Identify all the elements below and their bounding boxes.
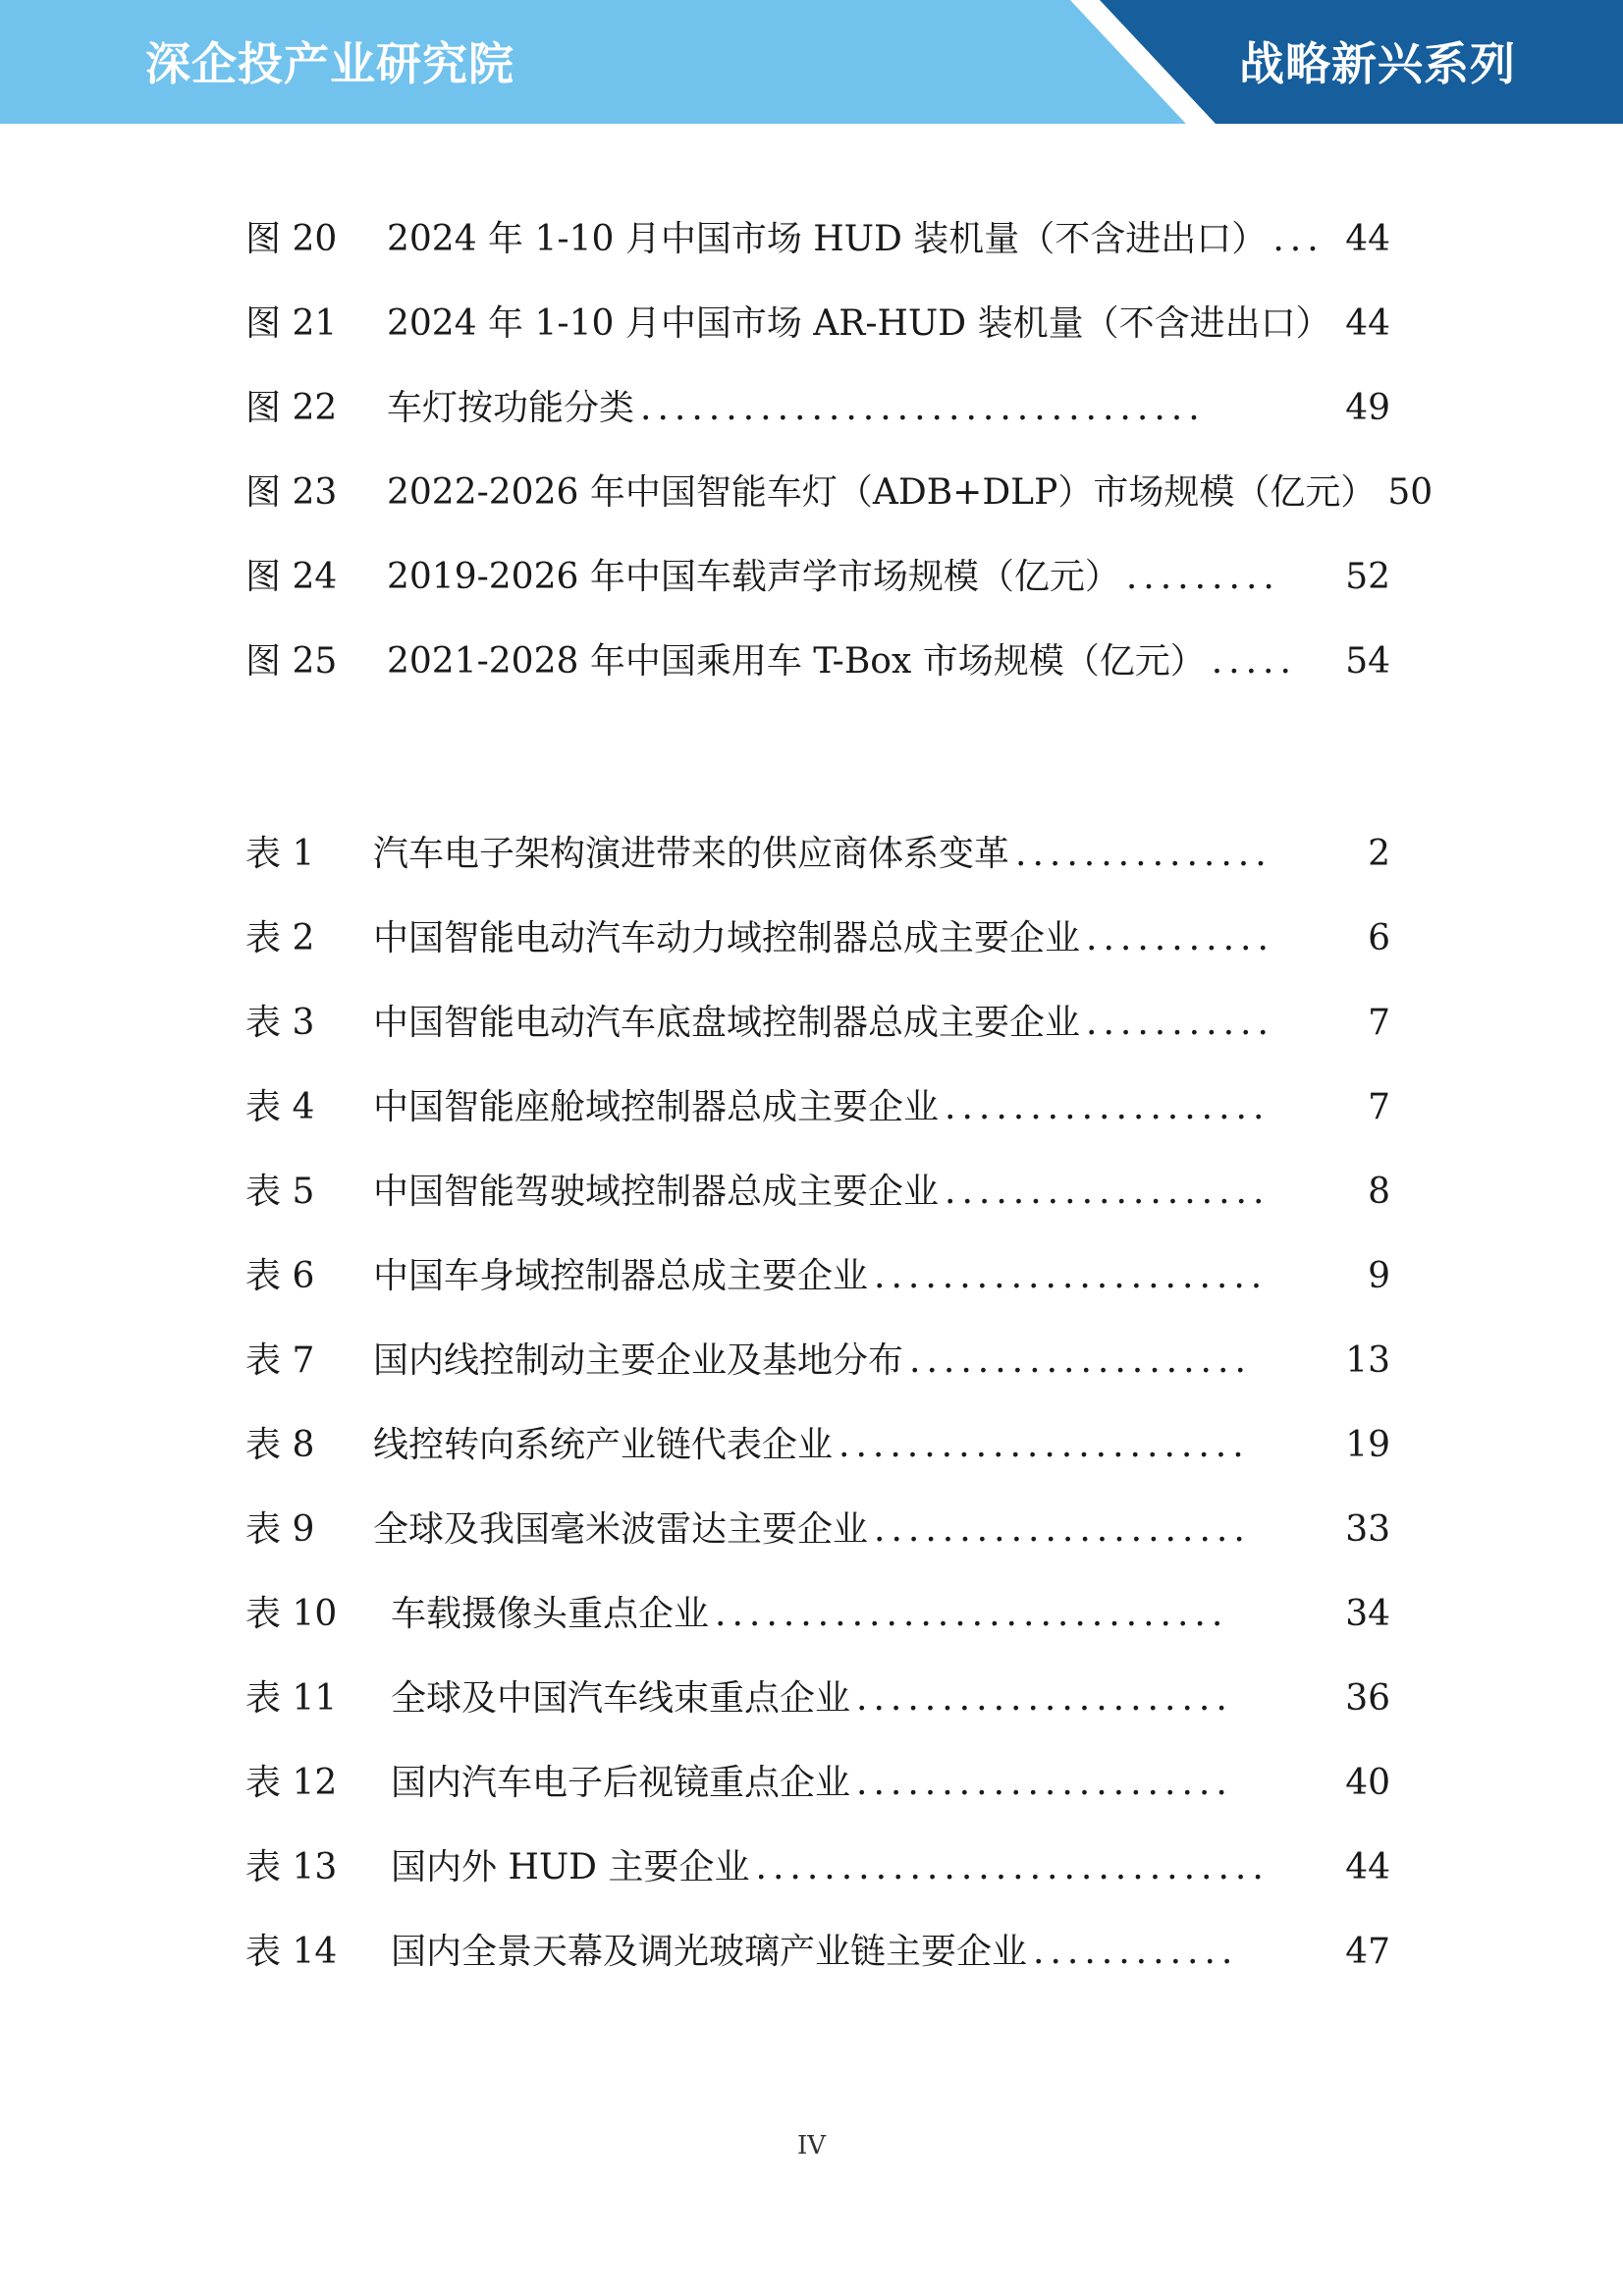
toc-number: 表 7 [245, 1340, 315, 1381]
toc-entry-table[interactable] [245, 1334, 1390, 1389]
toc-entry-table[interactable] [245, 827, 1390, 882]
toc-page-number: 8 [1368, 1172, 1390, 1212]
toc-title: 国内汽车电子后视镜重点企业 [391, 1763, 851, 1803]
toc-page-number: 34 [1345, 1594, 1390, 1634]
toc-page-number: 19 [1345, 1425, 1390, 1465]
toc-title: 2019-2026 年中国车载声学市场规模（亿元） [387, 557, 1120, 597]
toc-number: 表 1 [245, 834, 315, 874]
toc-leader: .................... [909, 1340, 1252, 1381]
toc-number: 表 5 [245, 1172, 315, 1212]
toc-number: 表 13 [245, 1847, 338, 1887]
institute-name: 深企投产业研究院 [145, 37, 514, 90]
toc-entry-figure[interactable] [245, 381, 1390, 436]
toc-entry-figure[interactable] [245, 465, 1434, 520]
toc-entry-table[interactable] [245, 911, 1390, 966]
toc-number: 表 4 [245, 1087, 315, 1127]
toc-title: 车载摄像头重点企业 [391, 1594, 710, 1634]
series-name: 战略新兴系列 [1239, 37, 1516, 90]
toc-page-number: 44 [1345, 1847, 1390, 1887]
toc-title: 2022-2026 年中国智能车灯（ADB+DLP）市场规模（亿元） [387, 472, 1377, 513]
toc-leader: ....................... [874, 1256, 1269, 1296]
toc-leader: ................... [945, 1087, 1271, 1127]
toc-number: 表 14 [245, 1932, 338, 1972]
toc-title: 中国智能电动汽车底盘域控制器总成主要企业 [373, 1003, 1081, 1043]
toc-page-number: 36 [1345, 1678, 1390, 1719]
toc-page-number: 44 [1345, 303, 1390, 344]
toc-number: 表 6 [245, 1256, 315, 1296]
toc-page-number: 40 [1345, 1763, 1390, 1803]
toc-entry-figure[interactable] [245, 550, 1390, 605]
toc-leader: .............................. [715, 1594, 1229, 1634]
toc-entry-table[interactable] [245, 1249, 1390, 1304]
toc-leader: ............... [1015, 834, 1272, 874]
toc-page-number: 44 [1345, 219, 1390, 259]
toc-title: 国内外 HUD 主要企业 [391, 1847, 750, 1887]
toc-title: 中国车身域控制器总成主要企业 [373, 1256, 869, 1296]
toc-page-number: 50 [1387, 472, 1434, 513]
toc-leader: ........................ [839, 1425, 1250, 1465]
toc-leader: ................... [945, 1172, 1271, 1212]
toc-title: 中国智能驾驶域控制器总成主要企业 [373, 1172, 940, 1212]
toc-leader: ......... [1125, 557, 1280, 597]
toc-title: 全球及我国毫米波雷达主要企业 [373, 1509, 869, 1550]
toc-page-number: 33 [1345, 1509, 1390, 1550]
toc-leader: ...................... [874, 1509, 1251, 1550]
toc-entry-table[interactable] [245, 1503, 1390, 1558]
toc-number: 图 22 [245, 388, 338, 428]
page-header [0, 0, 1623, 124]
toc-page-number: 7 [1368, 1087, 1390, 1127]
toc-number: 图 25 [245, 641, 338, 682]
toc-entry-table[interactable] [245, 1165, 1390, 1220]
toc-number: 表 9 [245, 1509, 315, 1550]
toc-entry-table[interactable] [245, 1925, 1390, 1980]
toc-number: 表 12 [245, 1763, 338, 1803]
toc-title: 2021-2028 年中国乘用车 T-Box 市场规模（亿元） [387, 641, 1206, 682]
toc-number: 图 21 [245, 303, 338, 344]
toc-number: 图 23 [245, 472, 338, 513]
toc-title: 国内全景天幕及调光玻璃产业链主要企业 [391, 1932, 1028, 1972]
toc-number: 表 2 [245, 918, 315, 958]
toc-title: 国内线控制动主要企业及基地分布 [373, 1340, 904, 1381]
toc-title: 车灯按功能分类 [387, 388, 635, 428]
toc-page-number: 9 [1368, 1256, 1390, 1296]
toc-leader: ................................. [640, 388, 1206, 428]
toc-entry-table[interactable] [245, 1840, 1390, 1895]
toc-number: 表 3 [245, 1003, 315, 1043]
toc-entry-table[interactable] [245, 1080, 1390, 1135]
toc-title: 线控转向系统产业链代表企业 [373, 1425, 834, 1465]
toc-page-number: 6 [1368, 918, 1390, 958]
toc-page-number: 52 [1345, 557, 1390, 597]
toc-entry-table[interactable] [245, 1587, 1390, 1642]
toc-title: 中国智能电动汽车动力域控制器总成主要企业 [373, 918, 1081, 958]
toc-leader: ........... [1086, 1003, 1274, 1043]
toc-page-number: 13 [1345, 1340, 1390, 1381]
toc-entry-figure[interactable] [245, 634, 1390, 689]
toc-entry-table[interactable] [245, 1671, 1390, 1726]
toc-number: 表 11 [245, 1678, 338, 1719]
toc-leader: ..... [1211, 641, 1297, 682]
toc-page-number: 2 [1368, 834, 1390, 874]
toc-entry-table[interactable] [245, 996, 1390, 1051]
toc-number: 表 10 [245, 1594, 338, 1634]
toc-entry-table[interactable] [245, 1756, 1390, 1811]
toc-number: 图 20 [245, 219, 338, 259]
toc-number: 表 8 [245, 1425, 315, 1465]
toc-page-number: 47 [1345, 1932, 1390, 1972]
toc-title: 中国智能座舱域控制器总成主要企业 [373, 1087, 940, 1127]
toc-title: 全球及中国汽车线束重点企业 [391, 1678, 851, 1719]
toc-entry-figure[interactable] [245, 297, 1390, 352]
toc-page-number: 49 [1345, 388, 1390, 428]
toc-title: 2024 年 1-10 月中国市场 AR-HUD 装机量（不含进出口） [387, 303, 1331, 344]
toc-leader: ...................... [856, 1678, 1233, 1719]
toc-title: 2024 年 1-10 月中国市场 HUD 装机量（不含进出口） [387, 219, 1268, 259]
toc-entry-figure[interactable] [245, 212, 1390, 267]
toc-leader: ........... [1086, 918, 1274, 958]
toc-page-number: 54 [1345, 641, 1390, 682]
toc-entry-table[interactable] [245, 1418, 1390, 1473]
toc-leader: ............ [1033, 1932, 1239, 1972]
toc-leader: ... [1272, 219, 1325, 259]
page-number: IV [796, 2131, 827, 2160]
toc-page-number: 7 [1368, 1003, 1390, 1043]
toc-leader: .............................. [755, 1847, 1270, 1887]
toc-number: 图 24 [245, 557, 338, 597]
toc-leader: ...................... [856, 1763, 1233, 1803]
toc-title: 汽车电子架构演进带来的供应商体系变革 [373, 834, 1010, 874]
